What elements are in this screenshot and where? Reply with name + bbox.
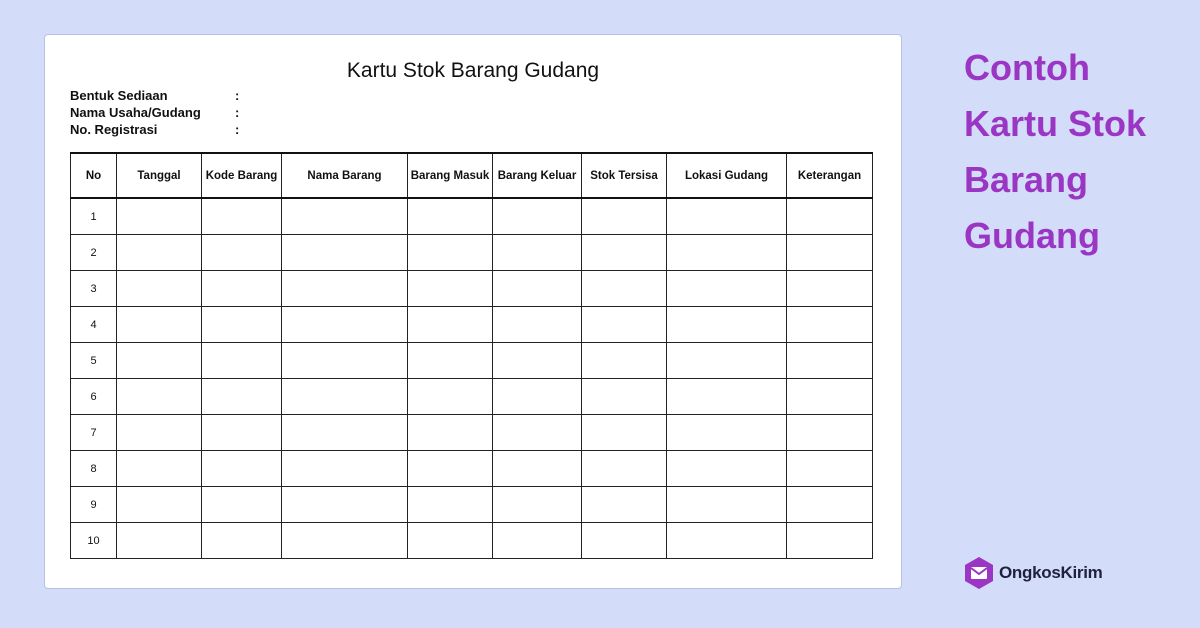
document-title: Kartu Stok Barang Gudang — [346, 59, 600, 82]
table-cell — [202, 523, 282, 559]
table-cell — [787, 271, 873, 307]
table-cell — [202, 379, 282, 415]
table-cell — [667, 271, 787, 307]
table-cell — [582, 451, 667, 487]
table-cell — [493, 235, 582, 271]
table-cell — [493, 487, 582, 523]
table-cell — [282, 451, 408, 487]
table-cell — [667, 307, 787, 343]
row-number: 4 — [71, 307, 117, 343]
table-cell — [117, 451, 202, 487]
row-number: 10 — [71, 523, 117, 559]
header-barang-masuk: Barang Masuk — [408, 153, 493, 198]
table-row — [71, 235, 873, 271]
field-label: Nama Usaha/Gudang — [70, 105, 201, 120]
table-cell — [493, 415, 582, 451]
row-number: 6 — [71, 379, 117, 415]
table-row — [71, 343, 873, 379]
row-number: 3 — [71, 271, 117, 307]
table-cell — [582, 307, 667, 343]
table-cell — [667, 198, 787, 235]
table-cell — [493, 343, 582, 379]
headline-line: Kartu Stok — [964, 103, 1147, 144]
table-cell — [117, 343, 202, 379]
header-tanggal: Tanggal — [117, 153, 202, 198]
envelope-hexagon-icon — [962, 556, 996, 590]
table-cell — [117, 415, 202, 451]
table-row — [71, 523, 873, 559]
table-cell — [117, 379, 202, 415]
table-cell — [493, 451, 582, 487]
table-cell — [787, 343, 873, 379]
table-cell — [667, 343, 787, 379]
table-cell — [667, 415, 787, 451]
table-cell — [202, 307, 282, 343]
table-header-row — [71, 153, 873, 198]
header-stok-tersisa: Stok Tersisa — [582, 153, 667, 198]
table-cell — [408, 415, 493, 451]
table-cell — [202, 487, 282, 523]
header-keterangan: Keterangan — [787, 153, 873, 198]
table-cell — [582, 271, 667, 307]
field-label: No. Registrasi — [70, 122, 158, 137]
table-cell — [282, 198, 408, 235]
table-cell — [408, 487, 493, 523]
row-number: 5 — [71, 343, 117, 379]
table-row — [71, 451, 873, 487]
field-colon: : — [235, 122, 240, 137]
table-cell — [582, 379, 667, 415]
table-cell — [582, 343, 667, 379]
table-cell — [493, 271, 582, 307]
table-cell — [493, 523, 582, 559]
table-cell — [282, 487, 408, 523]
table-cell — [282, 379, 408, 415]
table-cell — [787, 379, 873, 415]
row-number: 7 — [71, 415, 117, 451]
header-barang-keluar: Barang Keluar — [493, 153, 582, 198]
table-cell — [787, 198, 873, 235]
table-row — [71, 415, 873, 451]
table-cell — [202, 198, 282, 235]
table-cell — [667, 451, 787, 487]
table-cell — [282, 523, 408, 559]
table-cell — [202, 343, 282, 379]
table-cell — [408, 198, 493, 235]
table-cell — [787, 451, 873, 487]
table-row — [71, 198, 873, 235]
table-cell — [117, 523, 202, 559]
brand-name: OngkosKirim — [999, 563, 1103, 582]
document-card — [44, 34, 902, 589]
table-cell — [582, 235, 667, 271]
field-colon: : — [235, 88, 240, 103]
table-cell — [493, 307, 582, 343]
table-cell — [408, 343, 493, 379]
header-lokasi-gudang: Lokasi Gudang — [667, 153, 787, 198]
table-row — [71, 307, 873, 343]
table-cell — [117, 307, 202, 343]
table-cell — [493, 198, 582, 235]
table-row — [71, 379, 873, 415]
stock-table — [70, 152, 873, 559]
brand-logo — [962, 556, 1102, 590]
table-cell — [408, 379, 493, 415]
table-cell — [282, 343, 408, 379]
table-cell — [787, 415, 873, 451]
table-cell — [117, 487, 202, 523]
table-cell — [582, 415, 667, 451]
table-cell — [493, 379, 582, 415]
header-kode-barang: Kode Barang — [202, 153, 282, 198]
header-nama-barang: Nama Barang — [282, 153, 408, 198]
table-cell — [787, 307, 873, 343]
table-cell — [582, 487, 667, 523]
field-bentuk-sediaan — [70, 87, 247, 104]
headline — [964, 40, 1184, 264]
table-cell — [667, 235, 787, 271]
table-cell — [667, 487, 787, 523]
table-cell — [408, 523, 493, 559]
table-cell — [202, 415, 282, 451]
table-cell — [117, 198, 202, 235]
field-colon: : — [235, 105, 240, 120]
table-cell — [787, 487, 873, 523]
table-cell — [282, 271, 408, 307]
headline-line: Contoh — [964, 47, 1090, 88]
table-cell — [202, 271, 282, 307]
headline-line: Barang — [964, 159, 1089, 200]
table-cell — [582, 523, 667, 559]
table-cell — [408, 451, 493, 487]
field-nama-usaha — [70, 104, 247, 121]
table-row — [71, 487, 873, 523]
table-cell — [117, 235, 202, 271]
row-number: 1 — [71, 198, 117, 235]
table-row — [71, 271, 873, 307]
header-no: No — [71, 153, 117, 198]
row-number: 8 — [71, 451, 117, 487]
table-cell — [408, 235, 493, 271]
table-cell — [787, 523, 873, 559]
row-number: 2 — [71, 235, 117, 271]
table-cell — [282, 415, 408, 451]
table-cell — [282, 235, 408, 271]
document-fields — [70, 87, 247, 138]
table-cell — [408, 271, 493, 307]
table-cell — [202, 235, 282, 271]
table-cell — [117, 271, 202, 307]
row-number: 9 — [71, 487, 117, 523]
field-no-registrasi — [70, 121, 247, 138]
headline-line: Gudang — [964, 215, 1100, 256]
table-cell — [582, 198, 667, 235]
table-cell — [667, 523, 787, 559]
table-cell — [408, 307, 493, 343]
table-cell — [787, 235, 873, 271]
table-cell — [282, 307, 408, 343]
table-cell — [202, 451, 282, 487]
table-cell — [667, 379, 787, 415]
field-label: Bentuk Sediaan — [70, 88, 168, 103]
